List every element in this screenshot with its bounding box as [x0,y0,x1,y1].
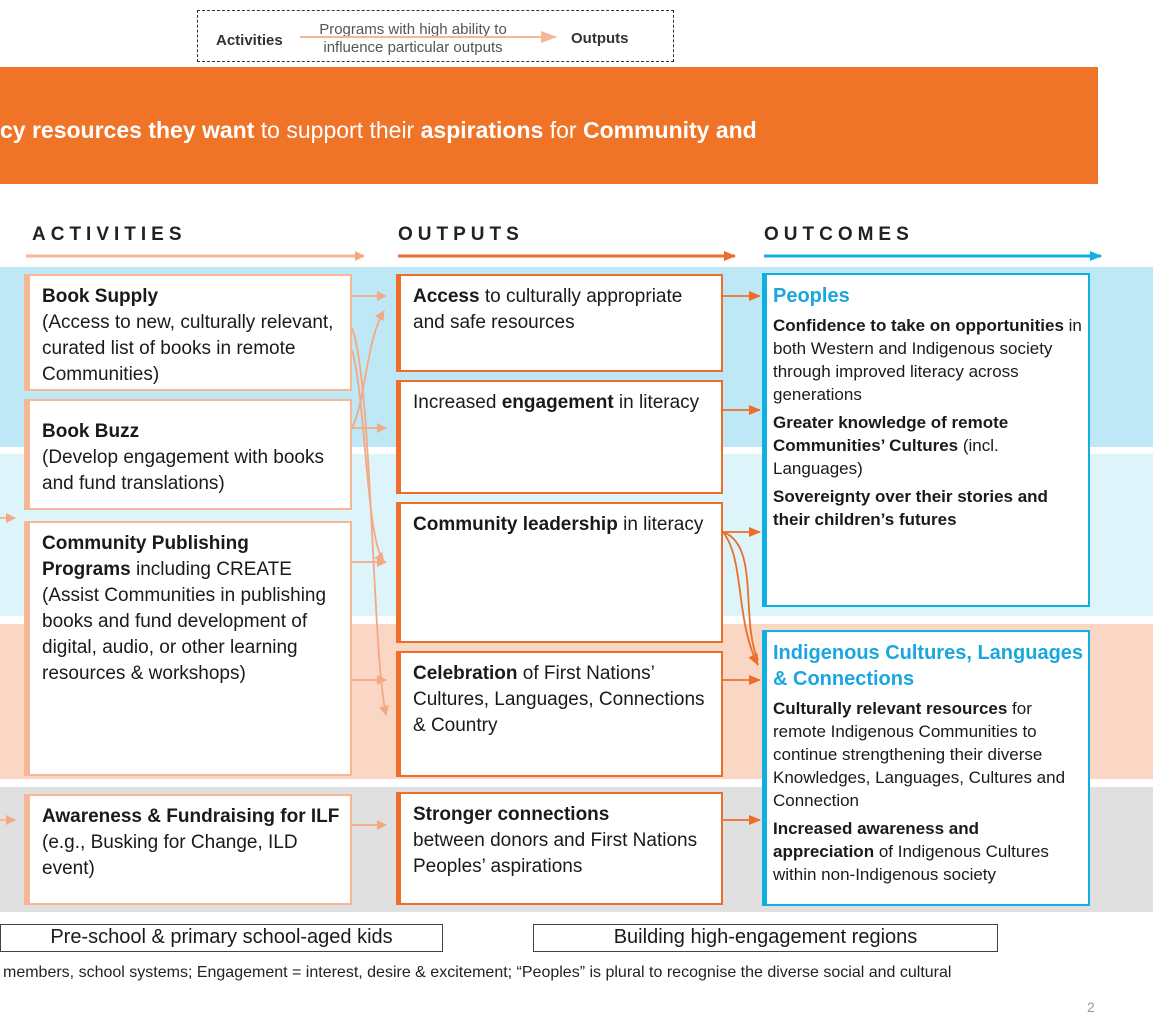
activity-book-supply: Book Supply (Access to new, culturally relevant, curated list of books in remote Communities) [24,274,352,391]
outcome-confidence: Confidence to take on opportunities in both Western and Indigenous society through improved literacy across generations [773,316,1082,404]
outcome-resources: Culturally relevant resources for remote Indigenous Communities to continue strengthening their diverse Knowledges, Languages, Cultures and Connection [773,699,1066,810]
activity-community-publishing: Community Publishing Programs including CREATE (Assist Communities in publishing books and fund development of digital, audio, or other learning resources & workshops) [24,521,352,776]
activity-book-buzz: Book Buzz (Develop engagement with books and fund translations) [24,399,352,510]
outcome-peoples-title: Peoples [773,285,850,307]
arrow-supply-celebration [352,328,386,715]
activity-awareness-fundraising: Awareness & Fundraising for ILF (e.g., Busking for Change, ILD event) [24,794,352,905]
output-celebration: Celebration of First Nations’ Cultures, Languages, Connections & Country [396,651,723,777]
legend-line1: Programs with high ability to [319,21,507,38]
output-leadership: Community leadership in literacy [396,502,723,643]
legend-line2: influence particular outputs [323,39,503,56]
outcome-sovereignty: Sovereignty over their stories and their children’s futures [773,487,1048,529]
legend-activities: Activities [216,32,283,49]
outcome-awareness: Increased awareness and appreciation of Indigenous Cultures within non-Indigenous society [773,819,1049,884]
footer-box-regions: Building high-engagement regions [533,924,998,952]
footnote: members, school systems; Engagement = interest, desire & excitement; “Peoples” is plural to recognise the diverse social and cultural [3,964,952,981]
output-stronger-connections: Stronger connections between donors and First Nations Peoples’ aspirations [396,792,723,905]
activities-heading: ACTIVITIES [32,224,187,245]
outcome-cultures-title: Indigenous Cultures, Languages & Connections [773,642,1084,690]
output-access: Access to culturally appropriate and safe resources [396,274,723,372]
outcome-knowledge: Greater knowledge of remote Communities’ Cultures (incl. Languages) [773,413,1009,478]
outcomes-heading: OUTCOMES [764,224,914,245]
output-engagement: Increased engagement in literacy [396,380,723,494]
footer-box-kids: Pre-school & primary school-aged kids [0,924,443,952]
page-number: 2 [1087,999,1095,1015]
banner-text: cy resources they want to support their aspirations for Community and [0,117,757,143]
legend-outputs: Outputs [571,30,629,47]
outputs-heading: OUTPUTS [398,224,524,245]
